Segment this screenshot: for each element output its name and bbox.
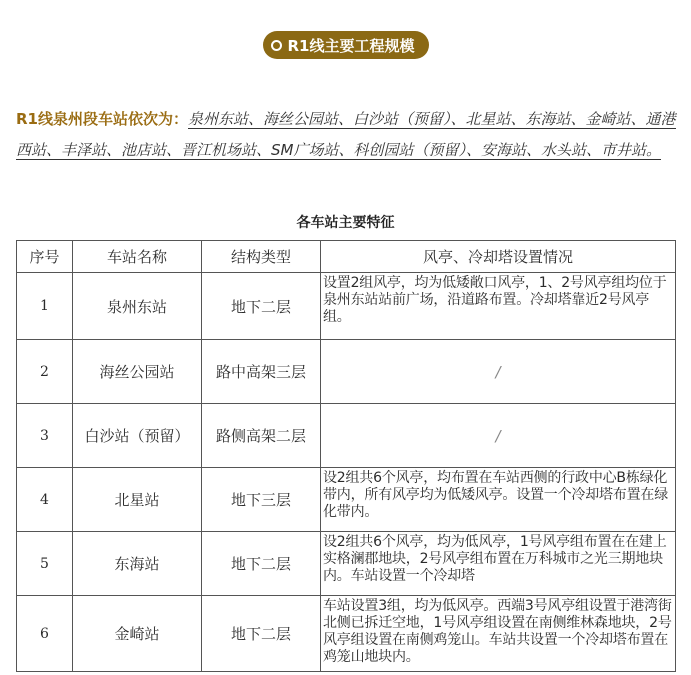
row-station-name: 东海站 xyxy=(73,532,202,596)
row-no: 2 xyxy=(17,340,73,404)
table-row xyxy=(17,273,676,340)
row-structure: 地下二层 xyxy=(202,532,321,596)
row-no: 6 xyxy=(17,596,73,672)
section-title: R1线主要工程规模 xyxy=(287,36,415,55)
table-row xyxy=(17,532,676,596)
row-station-name: 泉州东站 xyxy=(73,273,202,340)
section-title-pill xyxy=(263,31,429,59)
row-no: 5 xyxy=(17,532,73,596)
row-description: / xyxy=(321,404,676,468)
section-header xyxy=(0,31,691,59)
row-structure: 路侧高架二层 xyxy=(202,404,321,468)
stations-table xyxy=(16,240,676,672)
row-station-name: 白沙站（预留） xyxy=(73,404,202,468)
station-list: 泉州东站、海丝公园站、白沙站（预留）、北星站、东海站、金崎站、通港西站、丰泽站、池店站、晋江机场站、SM广场站、科创园站（预留）、安海站、水头站、市井站。 xyxy=(16,110,676,159)
col-header-structure: 结构类型 xyxy=(202,241,321,273)
col-header-name: 车站名称 xyxy=(73,241,202,273)
row-structure: 路中高架三层 xyxy=(202,340,321,404)
intro-paragraph xyxy=(16,104,679,166)
row-station-name: 海丝公园站 xyxy=(73,340,202,404)
table-row xyxy=(17,404,676,468)
row-structure: 地下三层 xyxy=(202,468,321,532)
row-description: 设置2组风亭，均为低矮敞口风亭，1、2号风亭组均位于泉州东站站前广场，沿道路布置。冷却塔靠近2号风亭组。 xyxy=(321,273,676,340)
table-row xyxy=(17,468,676,532)
table-row xyxy=(17,340,676,404)
row-structure: 地下二层 xyxy=(202,596,321,672)
table-title: 各车站主要特征 xyxy=(296,215,395,231)
row-description: 车站设置3组，均为低风亭。西端3号风亭组设置于港湾街北侧已拆迁空地，1号风亭组设置在南侧维林森地块，2号风亭组设置在南侧鸡笼山。车站共设置一个冷却塔布置在鸡笼山地块内。 xyxy=(321,596,676,672)
table-header-row xyxy=(17,241,676,273)
col-header-desc: 风亭、冷却塔设置情况 xyxy=(321,241,676,273)
row-no: 3 xyxy=(17,404,73,468)
circle-icon xyxy=(271,40,282,51)
row-structure: 地下二层 xyxy=(202,273,321,340)
row-description: 设2组共6个风亭，均为低风亭，1号风亭组布置在在建上实格澜郡地块，2号风亭组布置在万科城市之光三期地块内。车站设置一个冷却塔 xyxy=(321,532,676,596)
intro-lead: R1线泉州段车站依次为： xyxy=(16,110,188,128)
row-no: 4 xyxy=(17,468,73,532)
row-no: 1 xyxy=(17,273,73,340)
table-row xyxy=(17,596,676,672)
row-station-name: 北星站 xyxy=(73,468,202,532)
row-description: / xyxy=(321,340,676,404)
col-header-no: 序号 xyxy=(17,241,73,273)
row-description: 设2组共6个风亭，均布置在车站西侧的行政中心B栋绿化带内，所有风亭均为低矮风亭。设置一个冷却塔布置在绿化带内。 xyxy=(321,468,676,532)
row-station-name: 金崎站 xyxy=(73,596,202,672)
